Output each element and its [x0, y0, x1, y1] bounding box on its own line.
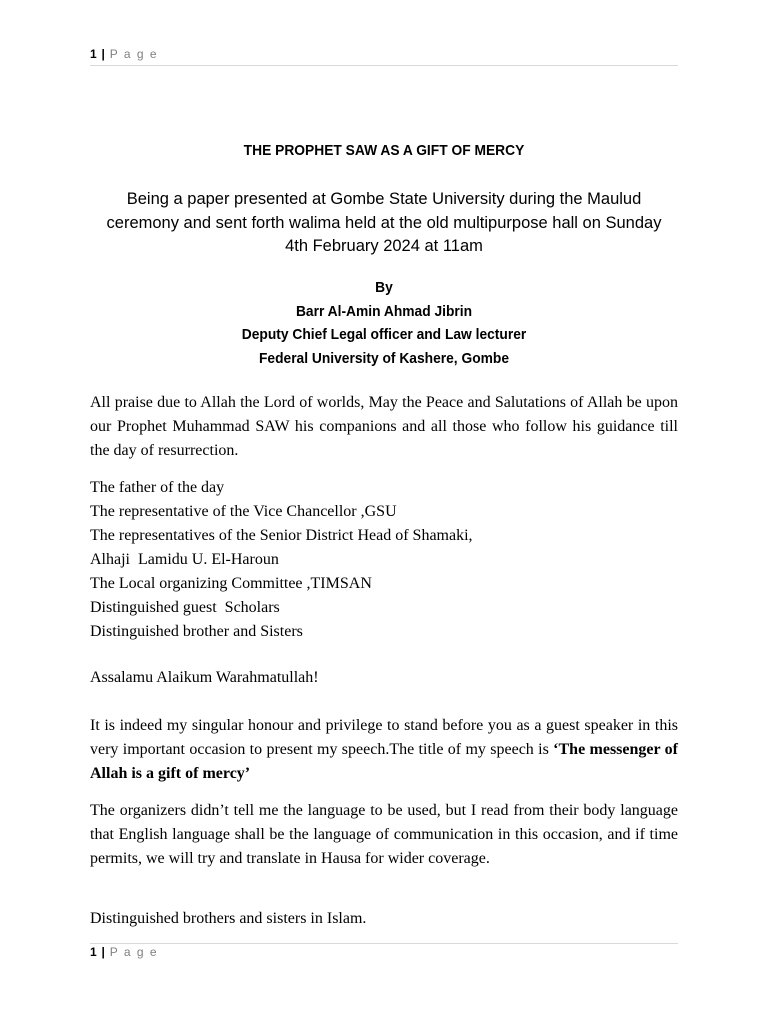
footer-page-label: P a g e: [109, 945, 159, 959]
document-title: THE PROPHET SAW AS A GIFT OF MERCY: [243, 142, 525, 159]
page-header: [90, 47, 678, 66]
greeting-paragraph: Assalamu Alaikum Warahmatullah!: [90, 669, 319, 686]
author-byline: [0, 276, 768, 370]
addressee-line: The father of the day: [90, 479, 225, 496]
addressee-line: Distinguished brother and Sisters: [90, 623, 303, 640]
addressee-line: The Local organizing Committee ,TIMSAN: [90, 575, 372, 592]
honour-text: It is indeed my singular honour and privilege to stand before you as a guest speaker in this very important occasion to present my speech.The title of my speech is: [90, 717, 678, 758]
byline-author-name: Barr Al-Amin Ahmad Jibrin: [295, 302, 473, 320]
header-page-label: P a g e: [109, 47, 159, 61]
byline-institution: Federal University of Kashere, Gombe: [258, 349, 510, 367]
addressee-line: Distinguished guest Scholars: [90, 599, 280, 616]
speech-title: ‘The messenger of Allah is a gift of mercy’: [90, 741, 678, 782]
page-footer: [90, 943, 678, 962]
opening-paragraph: All praise due to Allah the Lord of worlds, May the Peace and Salutations of Allah be upon our Prophet Muhammad SAW his companions and all those who follow his guidance till the day of resurrection.: [90, 394, 678, 459]
byline-by: By: [375, 279, 393, 296]
language-paragraph: The organizers didn’t tell me the language to be used, but I read from their body language that English language shall be the language of communication in this occasion, and if time permits, we will try and translate in Hausa for wider coverage.: [90, 802, 678, 867]
footer-page-number: 1: [90, 945, 97, 959]
honour-paragraph: [90, 714, 678, 786]
header-page-number: 1: [90, 47, 97, 61]
document-subtitle: Being a paper presented at Gombe State University during the Maulud ceremony and sent forth walima held at the old multipurpose hall on Sunday 4th February 2024 at 11am: [106, 190, 662, 255]
addressee-line: The representative of the Vice Chancellor ,GSU: [90, 503, 397, 520]
byline-author-role: Deputy Chief Legal officer and Law lecturer: [241, 326, 527, 343]
closing-paragraph: Distinguished brothers and sisters in Islam.: [90, 910, 367, 927]
footer-separator: |: [101, 945, 105, 959]
addressee-line: Alhaji Lamidu U. El-Haroun: [90, 551, 279, 568]
header-separator: |: [101, 47, 105, 61]
addressees-list: [90, 476, 678, 644]
addressee-line: The representatives of the Senior District Head of Shamaki,: [90, 527, 473, 544]
